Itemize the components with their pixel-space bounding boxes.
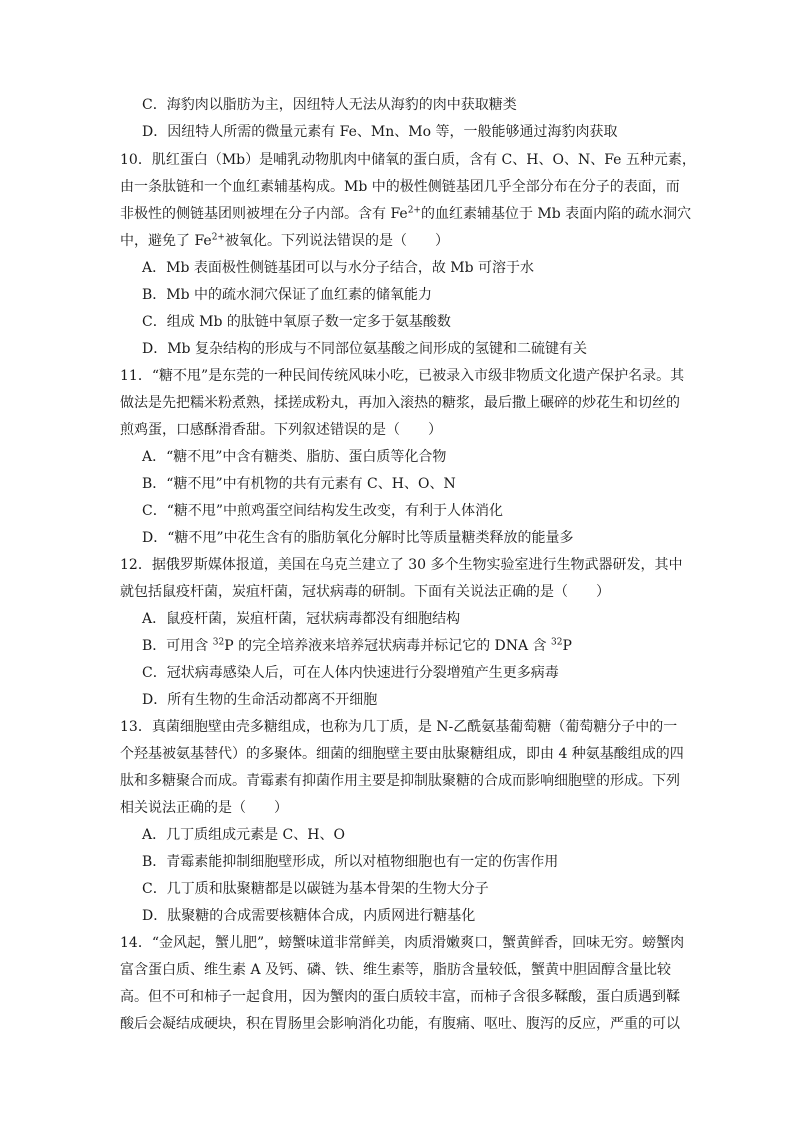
q13-option-a: A．几丁质组成元素是 C、H、O — [142, 827, 345, 843]
q10-stem-line-1: 10．肌红蛋白（Mb）是哺乳动物肌肉中储氧的蛋白质，含有 C、H、O、N、Fe 五种元素， — [120, 152, 696, 168]
q12-option-b-part-3: P — [562, 638, 572, 654]
q9-option-c: C．海豹肉以脂肪为主，因纽特人无法从海豹的肉中获取糖类 — [142, 97, 517, 113]
fe-charge: 2+ — [407, 205, 421, 216]
q12-option-b — [142, 636, 572, 656]
q11-option-c: C．“糖不甩”中煎鸡蛋空间结构发生改变，有利于人体消化 — [142, 503, 504, 519]
q10-stem-line-3 — [120, 204, 691, 224]
q10-stem-line-4 — [120, 231, 449, 251]
q12-stem-line-2: 就包括鼠疫杆菌，炭疽杆菌，冠状病毒的研制。下面有关说法正确的是（ ） — [120, 584, 610, 600]
q11-option-b: B．“糖不甩”中有机物的共有元素有 C、H、O、N — [142, 476, 456, 492]
q13-option-b: B．青霉素能抑制细胞壁形成，所以对植物细胞也有一定的伤害作用 — [142, 854, 559, 870]
q10-stem-line-3a: 非极性的侧链基团则被埋在分子内部。含有 Fe — [120, 206, 408, 222]
q14-stem-line-4: 酸后会凝结成硬块，积在胃肠里会影响消化功能，有腹痛、呕吐、腹泻的反应，严重的可以 — [120, 1016, 680, 1032]
q11-option-d: D．“糖不甩”中花生含有的脂肪氧化分解时比等质量糖类释放的能量多 — [142, 530, 574, 546]
q10-stem-line-4b: 被氧化。下列说法错误的是（ ） — [224, 233, 449, 249]
q13-option-d: D．肽聚糖的合成需要核糖体合成，内质网进行糖基化 — [142, 908, 476, 924]
q9-option-d: D．因纽特人所需的微量元素有 Fe、Mn、Mo 等，一般能够通过海豹肉获取 — [142, 124, 618, 140]
fe-charge: 2+ — [211, 232, 225, 243]
q14-stem-line-1: 14．“金风起，蟹儿肥”，螃蟹味道非常鲜美，肉质滑嫩爽口，蟹黄鲜香，回味无穷。螃蟹肉 — [120, 935, 685, 951]
q10-stem-line-4a: 中，避免了 Fe — [120, 233, 212, 249]
q10-option-a: A．Mb 表面极性侧链基团可以与水分子结合，故 Mb 可溶于水 — [142, 260, 535, 276]
q14-stem-line-3: 高。但不可和柿子一起食用，因为蟹肉的蛋白质较丰富，而柿子含很多鞣酸，蛋白质遇到鞣 — [120, 989, 680, 1005]
q13-stem-line-2: 个羟基被氨基替代）的多聚体。细菌的细胞壁主要由肽聚糖组成，即由 4 种氨基酸组成的四 — [120, 746, 684, 762]
q13-stem-line-4: 相关说法正确的是（ ） — [120, 800, 288, 816]
q12-option-c: C．冠状病毒感染人后，可在人体内快速进行分裂增殖产生更多病毒 — [142, 665, 559, 681]
q11-stem-line-2: 做法是先把糯米粉煮熟，揉搓成粉丸，再加入滚热的糖浆，最后撒上碾碎的炒花生和切丝的 — [120, 395, 680, 411]
q10-stem-line-3b: 的血红素辅基位于 Mb 表面内陷的疏水洞穴 — [420, 206, 692, 222]
isotope-mass-number: 32 — [212, 637, 225, 648]
q10-option-d: D．Mb 复杂结构的形成与不同部位氨基酸之间形成的氢键和二硫键有关 — [142, 341, 587, 357]
q12-option-b-part-1: B．可用含 — [142, 638, 213, 654]
q12-option-b-part-2: P 的完全培养液来培养冠状病毒并标记它的 DNA 含 — [224, 638, 552, 654]
q11-stem-line-1: 11．“糖不甩”是东莞的一种民间传统风味小吃，已被录入市级非物质文化遗产保护名录。其 — [120, 368, 685, 384]
isotope-mass-number: 32 — [551, 637, 563, 648]
q10-option-c: C．组成 Mb 的肽链中氧原子数一定多于氨基酸数 — [142, 314, 451, 330]
q13-option-c: C．几丁质和肽聚糖都是以碳链为基本骨架的生物大分子 — [142, 881, 489, 897]
q12-stem-line-1: 12．据俄罗斯媒体报道，美国在乌克兰建立了 30 多个生物实验室进行生物武器研发，其中 — [120, 557, 683, 573]
q12-option-d: D．所有生物的生命活动都离不开细胞 — [142, 692, 378, 708]
q10-option-b: B．Mb 中的疏水洞穴保证了血红素的储氧能力 — [142, 287, 433, 303]
q13-stem-line-3: 肽和多糖聚合而成。青霉素有抑菌作用主要是抑制肽聚糖的合成而影响细胞壁的形成。下列 — [120, 773, 680, 789]
q14-stem-line-2: 富含蛋白质、维生素 A 及钙、磷、铁、维生素等，脂肪含量较低，蟹黄中胆固醇含量比较 — [120, 962, 672, 978]
q13-stem-line-1: 13．真菌细胞壁由壳多糖组成，也称为几丁质，是 N-乙酰氨基葡萄糖（葡萄糖分子中的一 — [120, 719, 678, 735]
q11-stem-line-3: 煎鸡蛋，口感酥滑香甜。下列叙述错误的是（ ） — [120, 422, 442, 438]
q11-option-a: A．“糖不甩”中含有糖类、脂肪、蛋白质等化合物 — [142, 449, 447, 465]
q10-stem-line-2: 由一条肽链和一个血红素辅基构成。Mb 中的极性侧链基团几乎全部分布在分子的表面，而 — [120, 179, 680, 195]
q12-option-a: A．鼠疫杆菌，炭疽杆菌，冠状病毒都没有细胞结构 — [142, 611, 461, 627]
